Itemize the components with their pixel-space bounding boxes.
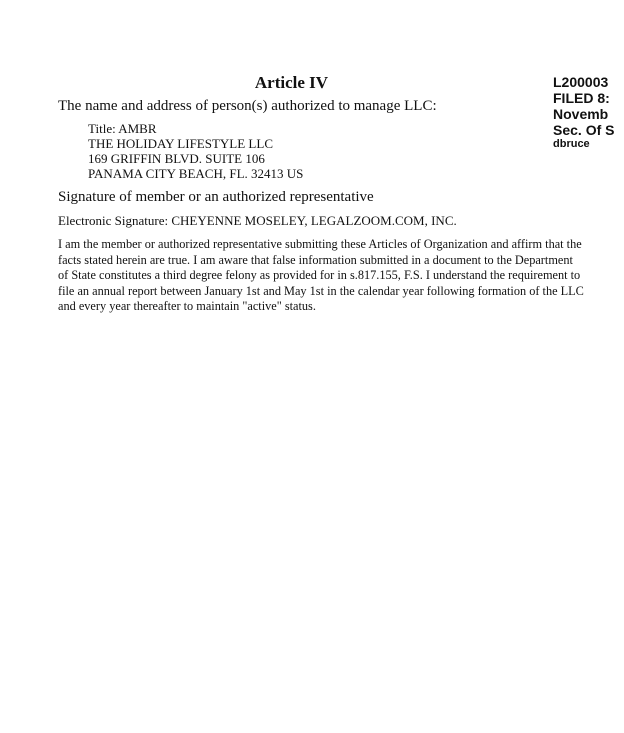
manager-title: Title: AMBR <box>88 121 157 136</box>
affirmation-line: and every year thereafter to maintain "active" status. <box>58 299 316 313</box>
article-title: Article IV <box>254 73 329 92</box>
manager-city: PANAMA CITY BEACH, FL. 32413 US <box>88 166 304 181</box>
filing-office: Sec. Of S <box>553 122 615 138</box>
electronic-signature: Electronic Signature: CHEYENNE MOSELEY, LEGALZOOM.COM, INC. <box>58 213 457 228</box>
affirmation-line: file an annual report between January 1st and May 1st in the calendar year following formation of the LLC <box>58 283 584 298</box>
filing-clerk: dbruce <box>553 138 590 150</box>
signature-heading: Signature of member or an authorized representative <box>58 189 374 205</box>
manager-address-block <box>88 121 303 181</box>
affirmation-line: I am the member or authorized representative submitting these Articles of Organization and affirm that the <box>58 237 582 251</box>
affirmation-paragraph <box>58 237 606 315</box>
manager-name: THE HOLIDAY LIFESTYLE LLC <box>88 136 273 151</box>
affirmation-line: facts stated herein are true. I am aware that false information submitted in a document to the Department <box>58 252 573 267</box>
filing-document-number: L200003 <box>553 74 609 90</box>
filing-time: FILED 8: <box>553 90 610 106</box>
affirmation-line: of State constitutes a third degree felony as provided for in s.817.155, F.S. I understand the requirement to <box>58 268 581 282</box>
filing-date: Novemb <box>553 106 609 122</box>
filing-stamp <box>553 74 624 151</box>
manager-intro: The name and address of person(s) authorized to manage LLC: <box>58 98 437 114</box>
manager-street: 169 GRIFFIN BLVD. SUITE 106 <box>88 151 265 166</box>
